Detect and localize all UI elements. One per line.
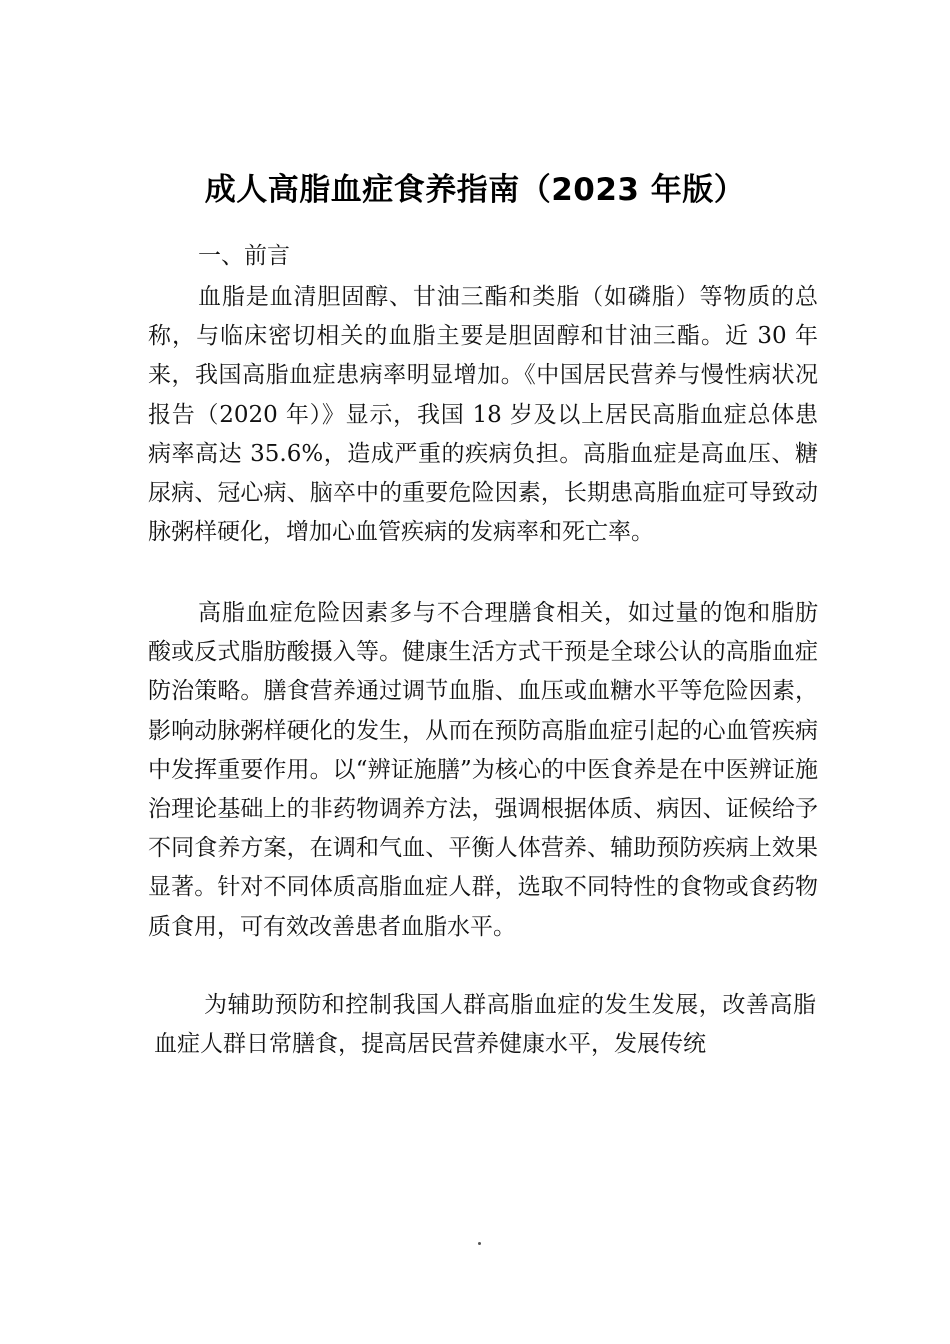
paragraph-3: 为辅助预防和控制我国人群高脂血症的发生发展，改善高脂血症人群日常膳食，提高居民营养健康水平，发展传统	[154, 992, 816, 1058]
section-heading: 一、前言	[198, 243, 290, 269]
paragraph-2: 高脂血症危险因素多与不合理膳食相关，如过量的饱和脂肪酸或反式脂肪酸摄入等。健康生活方式干预是全球公认的高脂血症防治策略。膳食营养通过调节血脂、血压或血糖水平等危险因素，影响动脉粥样硬化的发生，从而在预防高脂血症引起的心血管疾病中发挥重要作用。以“辨证施膳”为核心的中医食养是在中医辨证施治理论基础上的非药物调养方法，强调根据体质、病因、证候给予不同食养方案，在调和气血、平衡人体营养、辅助预防疾病上效果显著。针对不同体质高脂血症人群，选取不同特性的食物或食药物质食用，可有效改善患者血脂水平。	[148, 600, 818, 940]
footer-mark	[478, 1242, 481, 1245]
paragraph-1: 血脂是血清胆固醇、甘油三酯和类脂（如磷脂）等物质的总称，与临床密切相关的血脂主要是胆固醇和甘油三酯。近 30 年来，我国高脂血症患病率明显增加。《中国居民营养与慢性病状况报告（2020 年）》显示，我国 18 岁及以上居民高脂血症总体患病率高达 35.6%，造成严重的疾病负担。高脂血症是高血压、糖尿病、冠心病、脑卒中的重要危险因素，长期患高脂血症可导致动脉粥样硬化，增加心血管疾病的发病率和死亡率。	[148, 284, 818, 546]
document-title: 成人高脂血症食养指南（2023 年版）	[204, 172, 746, 208]
